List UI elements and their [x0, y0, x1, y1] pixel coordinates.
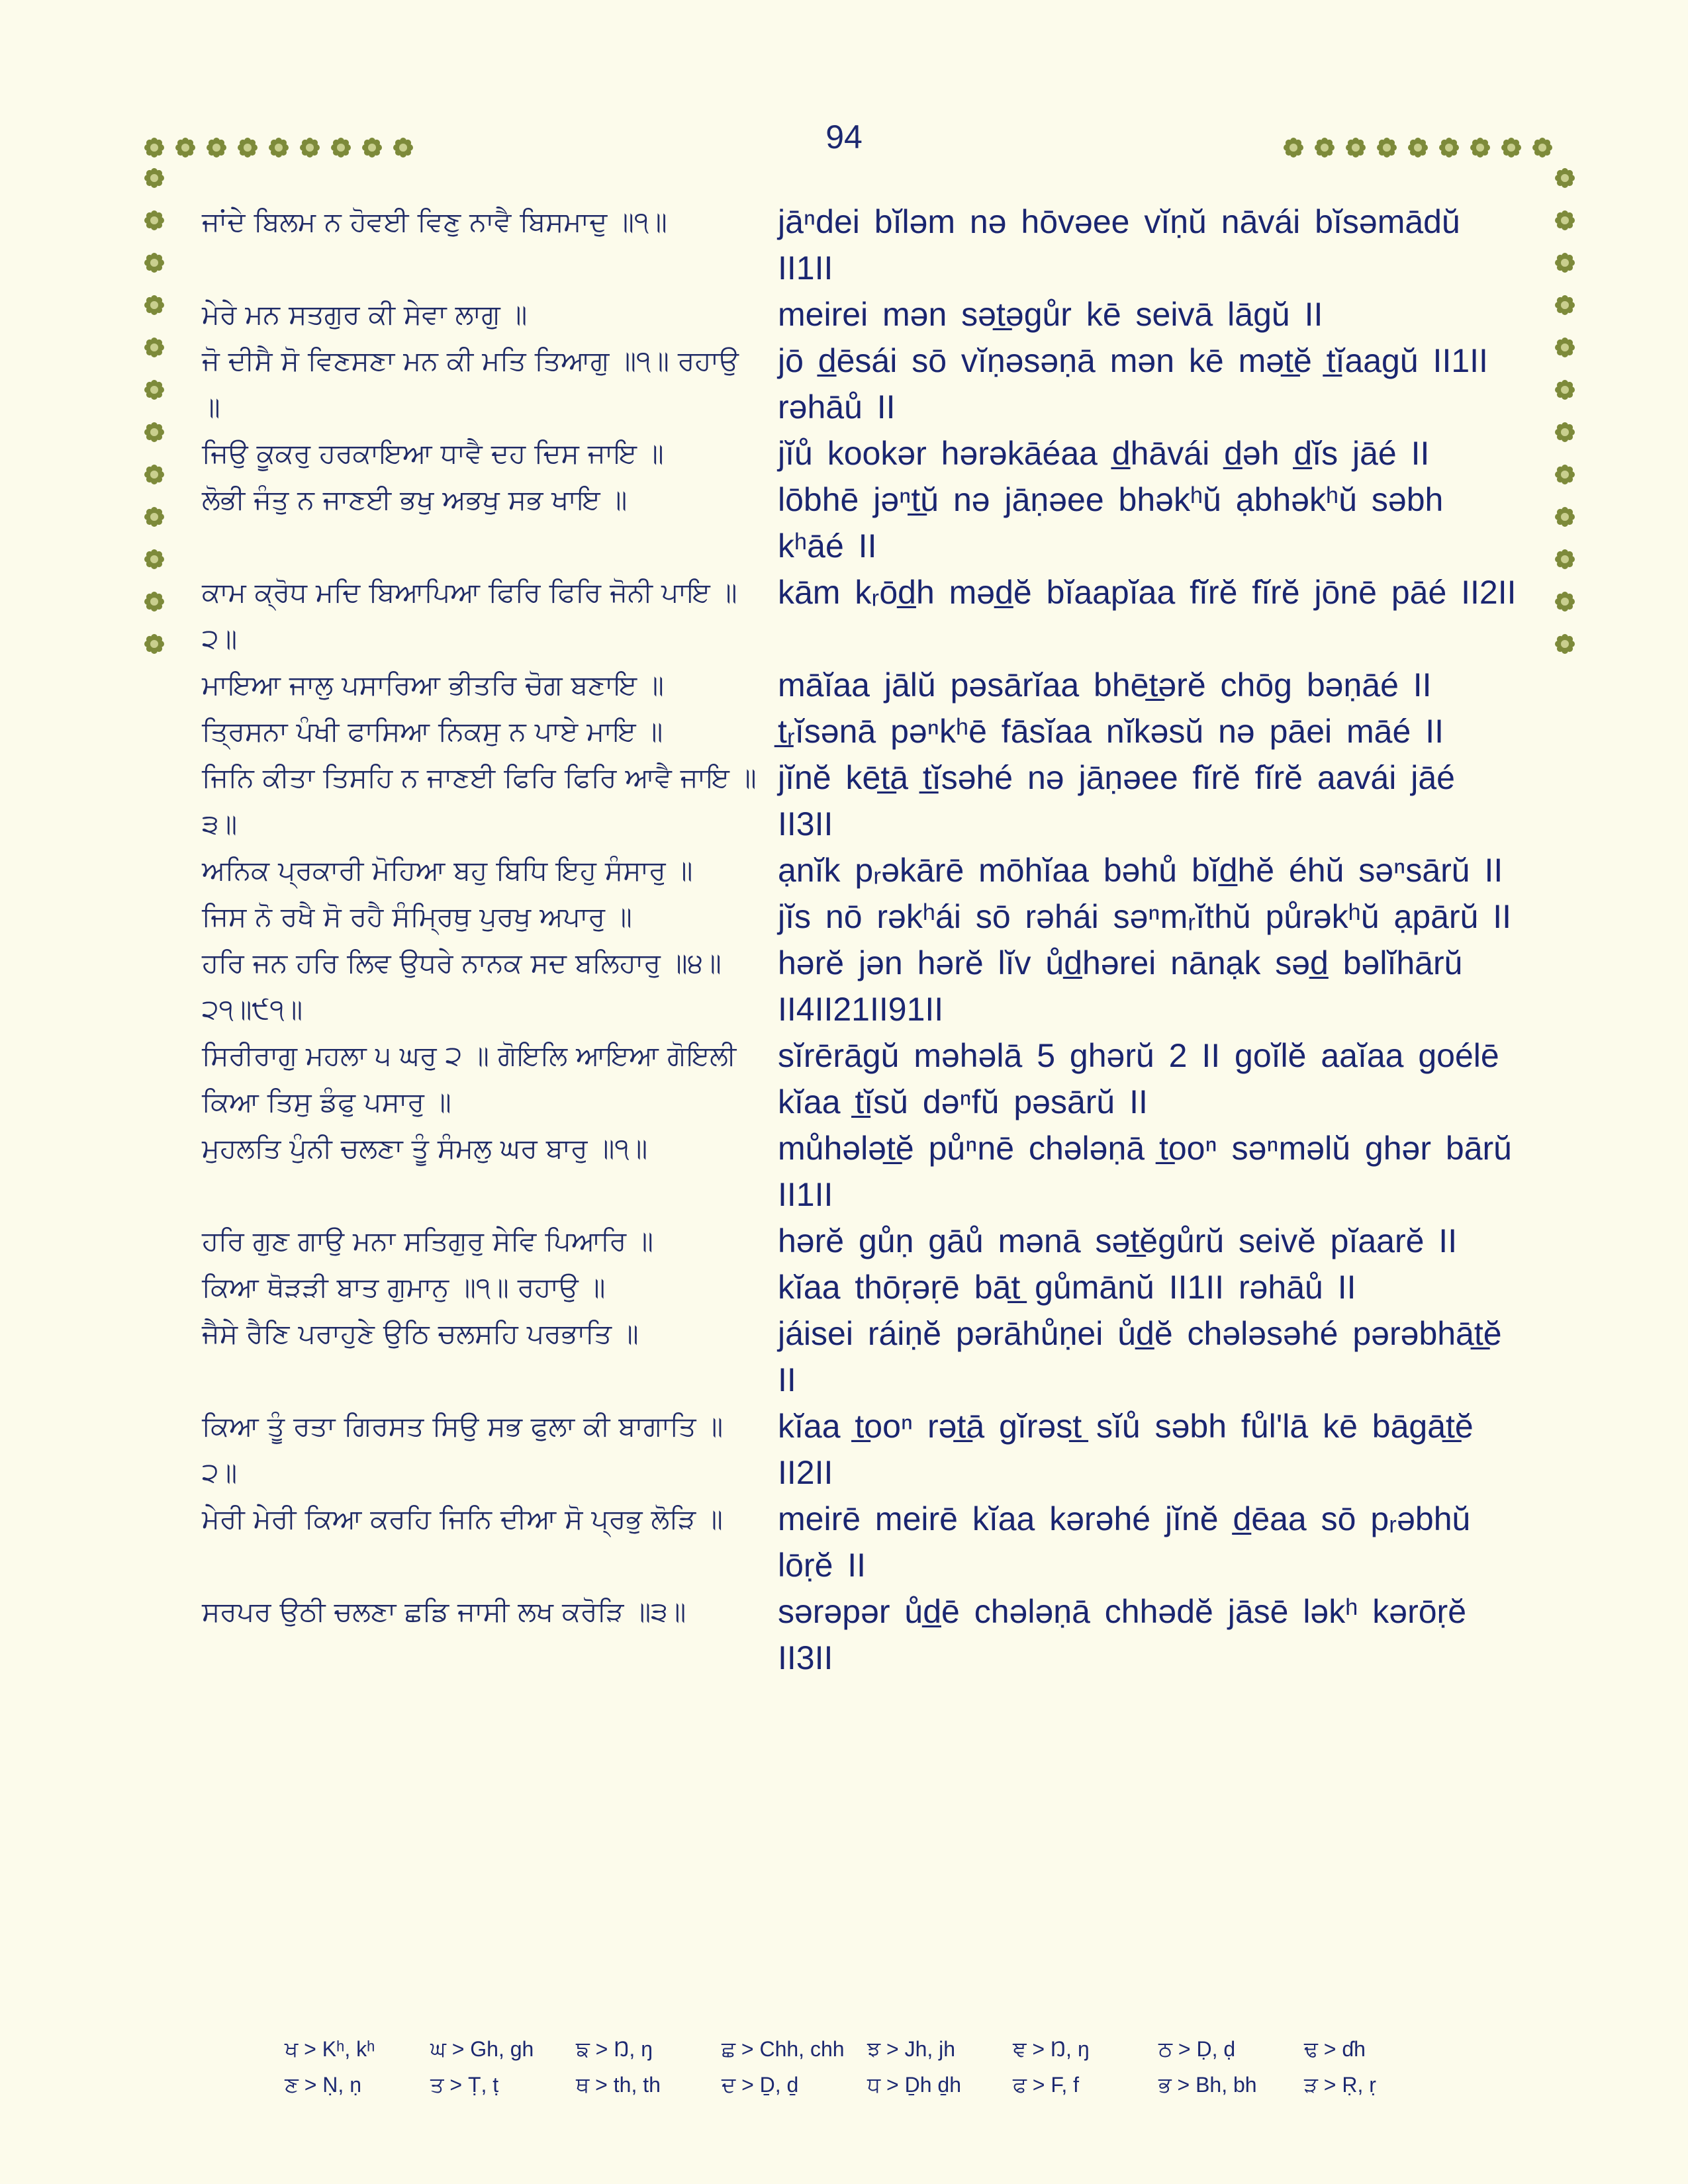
verse-row [202, 1496, 1519, 1588]
gurmukhi-text: ਅਨਿਕ ਪ੍ਰਕਾਰੀ ਮੋਹਿਆ ਬਹੁ ਬਿਧਿ ਇਹੁ ਸੰਸਾਰੁ ॥ [202, 854, 693, 886]
transliteration-text: meirei mən sət̲əgůr kē seivā lāgŭ II [778, 296, 1323, 333]
verse-row [202, 1310, 1519, 1403]
flower-border-segment [1554, 167, 1576, 655]
gurmukhi-text: ਜਿਨਿ ਕੀਤਾ ਤਿਸਹਿ ਨ ਜਾਣਈ ਫਿਰਿ ਫਿਰਿ ਆਵੈ ਜਾਇ ॥੩॥ [202, 762, 757, 840]
flower-ornament-icon [143, 136, 165, 159]
verse-row [202, 1588, 1519, 1681]
flower-ornament-icon [1554, 167, 1576, 189]
transliteration-text: sĭrērāgŭ məhəlā 5 ghərŭ 2 II goĭlĕ aaĭaa goélē kĭaa t̲ĭsŭ dəⁿfŭ pəsārŭ II [778, 1037, 1499, 1120]
transliteration-text: sərəpər ůd̲ē chələṇā chhədĕ jāsē ləkʰ kərōṛĕ II3II [778, 1593, 1467, 1676]
transliteration-text: jĭnĕ kēt̲ā t̲ĭsəhé nə jāṇəee fĭrĕ fĭrĕ aavái jāé II3II [778, 759, 1455, 842]
verse-row [202, 569, 1519, 662]
flower-ornament-icon [143, 421, 165, 443]
gurmukhi-text: ਮੁਹਲਤਿ ਪੁੰਨੀ ਚਲਣਾ ਤੂੰ ਸੰਮਲੁ ਘਰ ਬਾਰੁ ॥੧॥ [202, 1132, 648, 1164]
flower-ornament-icon [143, 294, 165, 316]
gurmukhi-text: ਕਾਮ ਕ੍ਰੋਧ ਮਦਿ ਬਿਆਪਿਆ ਫਿਰਿ ਫਿਰਿ ਜੋਨੀ ਪਾਇ ॥੨॥ [202, 576, 737, 655]
flower-border-segment [143, 167, 165, 655]
flower-ornament-icon [1438, 136, 1460, 159]
flower-ornament-icon [330, 136, 352, 159]
transliteration-text: jō d̲ēsái sō vĭṇəsəṇā mən kē mət̲ĕ t̲ĭaagŭ II1II rəhāů II [778, 342, 1488, 426]
gurmukhi-text: ਕਿਆ ਥੋੜੜੀ ਬਾਤ ਗੁਮਾਨੁ ॥੧॥ ਰਹਾਉ ॥ [202, 1271, 606, 1303]
gurmukhi-text: ਮਾਇਆ ਜਾਲੁ ਪਸਾਰਿਆ ਭੀਤਰਿ ਚੋਗ ਬਣਾਇ ॥ [202, 669, 664, 701]
verse-row [202, 847, 1519, 893]
legend-entry: ਧ > Ḏh ḏh [867, 2073, 962, 2097]
transliteration-text: kām kᵣōd̲h məd̲ĕ bĭaapĭaa fĭrĕ fĭrĕ jōnē pāé II2II [778, 574, 1517, 611]
verse-row [202, 1403, 1519, 1496]
flower-ornament-icon [1554, 590, 1576, 613]
flower-ornament-icon [174, 136, 197, 159]
legend-row [285, 2032, 1476, 2068]
flower-ornament-icon [1554, 336, 1576, 359]
legend-entry: ਖ > Kʰ, kʰ [285, 2037, 375, 2061]
gurmukhi-text: ਮੇਰੀ ਮੇਰੀ ਕਿਆ ਕਰਹਿ ਜਿਨਿ ਦੀਆ ਸੋ ਪ੍ਰਭੁ ਲੋੜਿ ॥ [202, 1503, 723, 1535]
verse-row [202, 754, 1519, 847]
flower-ornament-icon [143, 336, 165, 359]
flower-ornament-icon [236, 136, 259, 159]
legend-entry: ਤ > Ṭ, ṭ [430, 2073, 499, 2097]
transliteration-text: t̲ᵣĭsənā pəⁿkʰē fāsĭaa nĭkəsŭ nə pāei māé II [778, 713, 1444, 750]
flower-ornament-icon [1313, 136, 1336, 159]
verse-list [202, 199, 1519, 1681]
legend-entry: ਘ > Gh, gh [430, 2037, 534, 2061]
transliteration-text: jāⁿdei bĭləm nə hōvəee vĭṇŭ nāvái bĭsəmādŭ II1II [778, 203, 1460, 287]
verse-row [202, 291, 1519, 338]
flower-ornament-icon [1554, 294, 1576, 316]
flower-ornament-icon [1469, 136, 1491, 159]
flower-ornament-icon [1554, 506, 1576, 528]
flower-ornament-icon [143, 548, 165, 570]
verse-row [202, 662, 1519, 708]
legend-row [285, 2068, 1476, 2103]
transliteration-text: hərĕ jən hərĕ lĭv ůd̲hərei nānạk səd̲ bəlĭhārŭ II4II21II91II [778, 944, 1463, 1028]
gurmukhi-text: ਜੈਸੇ ਰੈਣਿ ਪਰਾਹੁਣੇ ਉਠਿ ਚਲਸਹਿ ਪਰਭਾਤਿ ॥ [202, 1318, 639, 1349]
verse-row [202, 199, 1519, 291]
verse-row [202, 708, 1519, 754]
transliteration-text: jĭů kookər hərəkāéaa d̲hāvái d̲əh d̲ĭs jāé II [778, 435, 1430, 472]
flower-ornament-icon [1376, 136, 1398, 159]
flower-ornament-icon [1554, 463, 1576, 486]
legend-entry: ੜ > Ṛ, ṛ [1304, 2073, 1376, 2097]
gurmukhi-text: ਸਰਪਰ ਉਠੀ ਚਲਣਾ ਛਡਿ ਜਾਸੀ ਲਖ ਕਰੋੜਿ ॥੩॥ [202, 1596, 686, 1627]
transliteration-text: māĭaa jālŭ pəsārĭaa bhēt̲ərĕ chōg bəṇāé II [778, 666, 1432, 704]
legend-entry: ਞ > Ŋ, ŋ [1013, 2037, 1090, 2061]
flower-ornament-icon [1500, 136, 1523, 159]
flower-ornament-icon [1554, 251, 1576, 274]
gurmukhi-text: ਜਿਉ ਕੂਕਰੁ ਹਰਕਾਇਆ ਧਾਵੈ ਦਹ ਦਿਸ ਜਾਇ ॥ [202, 437, 664, 469]
gurmukhi-text: ਕਿਆ ਤੂੰ ਰਤਾ ਗਿਰਸਤ ਸਿਉ ਸਭ ਫੁਲਾ ਕੀ ਬਾਗਾਤਿ ॥੨॥ [202, 1410, 724, 1488]
flower-ornament-icon [143, 379, 165, 401]
flower-border-segment [1282, 136, 1554, 159]
transliteration-text: kĭaa t̲ooⁿ rət̲ā gĭrəst̲ sĭů səbh fůl'lā kē bāgāt̲ĕ II2II [778, 1408, 1474, 1491]
legend-entry: ਠ > Ḍ, ḍ [1158, 2037, 1236, 2061]
flower-ornament-icon [1554, 209, 1576, 232]
flower-ornament-icon [1554, 379, 1576, 401]
flower-ornament-icon [1554, 421, 1576, 443]
flower-ornament-icon [143, 590, 165, 613]
legend-entry: ਥ > th, th [576, 2073, 661, 2097]
flower-ornament-icon [1407, 136, 1429, 159]
transliteration-text: kĭaa thōṛəṛē bāt̲ gůmānŭ II1II rəhāů II [778, 1269, 1356, 1306]
verse-row [202, 1032, 1519, 1125]
flower-border-segment [143, 136, 414, 159]
gurmukhi-text: ਜਾਂਦੇ ਬਿਲਮ ਨ ਹੋਵਈ ਵਿਣੁ ਨਾਵੈ ਬਿਸਮਾਦੁ ॥੧॥ [202, 206, 667, 238]
verse-row [202, 338, 1519, 430]
page-number: 94 [825, 118, 863, 156]
flower-ornament-icon [392, 136, 414, 159]
flower-ornament-icon [143, 506, 165, 528]
flower-ornament-icon [143, 167, 165, 189]
flower-ornament-icon [143, 463, 165, 486]
verse-row [202, 477, 1519, 569]
gurmukhi-text: ਮੇਰੇ ਮਨ ਸਤਗੁਰ ਕੀ ਸੇਵਾ ਲਾਗੁ ॥ [202, 298, 528, 330]
transliteration-text: můhələt̲ĕ půⁿnē chələṇā t̲ooⁿ səⁿməlŭ ghər bārŭ II1II [778, 1130, 1512, 1213]
flower-ornament-icon [1554, 548, 1576, 570]
verse-row [202, 940, 1519, 1032]
flower-ornament-icon [267, 136, 290, 159]
verse-row [202, 430, 1519, 477]
flower-ornament-icon [299, 136, 321, 159]
flower-ornament-icon [143, 251, 165, 274]
legend-entry: ਦ > Ḏ, ḏ [722, 2073, 799, 2097]
transliteration-text: meirē meirē kĭaa kərəhé jĭnĕ d̲ēaa sō pᵣəbhŭ lōṛĕ II [778, 1500, 1471, 1584]
legend-entry: ਝ > Jh, jh [867, 2037, 956, 2061]
transliteration-text: ạnĭk pᵣəkārē mōhĭaa bəhů bĭd̲hĕ éhŭ səⁿsārŭ II [778, 852, 1503, 889]
flower-ornament-icon [1554, 633, 1576, 655]
flower-ornament-icon [143, 633, 165, 655]
gurmukhi-text: ਹਰਿ ਜਨ ਹਰਿ ਲਿਵ ਉਧਰੇ ਨਾਨਕ ਸਦ ਬਲਿਹਾਰੁ ॥੪॥੨੧॥੯੧॥ [202, 947, 722, 1025]
flower-ornament-icon [361, 136, 383, 159]
verse-row [202, 1218, 1519, 1264]
transliteration-legend [285, 2032, 1476, 2103]
legend-entry: ਫ > F, f [1013, 2073, 1080, 2097]
gurmukhi-text: ਜੋ ਦੀਸੈ ਸੋ ਵਿਣਸਣਾ ਮਨ ਕੀ ਮਤਿ ਤਿਆਗੁ ॥੧॥ ਰਹਾਉ ॥ [202, 345, 739, 423]
legend-entry: ਙ > Ŋ, ŋ [576, 2037, 653, 2061]
transliteration-text: jáisei ráiṇĕ pərāhůṇei ůd̲ĕ chələsəhé pərəbhāt̲ĕ II [778, 1315, 1502, 1398]
flower-ornament-icon [1344, 136, 1367, 159]
legend-entry: ਣ > Ṇ, ṇ [285, 2073, 361, 2097]
transliteration-text: hərĕ gůṇ gāů mənā sət̲ĕgůrŭ seivĕ pĭaarĕ II [778, 1222, 1458, 1259]
verse-row [202, 1264, 1519, 1310]
gurmukhi-text: ਤ੍ਰਿਸਨਾ ਪੰਖੀ ਫਾਸਿਆ ਨਿਕਸੁ ਨ ਪਾਏ ਮਾਇ ॥ [202, 715, 663, 747]
verse-row [202, 1125, 1519, 1218]
flower-ornament-icon [205, 136, 228, 159]
gurmukhi-text: ਲੋਭੀ ਜੰਤੁ ਨ ਜਾਣਈ ਭਖੁ ਅਭਖੁ ਸਭ ਖਾਇ ॥ [202, 484, 628, 516]
gurmukhi-text: ਸਿਰੀਰਾਗੁ ਮਹਲਾ ੫ ਘਰੁ ੨ ॥ ਗੋਇਲਿ ਆਇਆ ਗੋਇਲੀ ਕਿਆ ਤਿਸੁ ਡੰਫੁ ਪਸਾਰੁ ॥ [202, 1040, 737, 1118]
gurmukhi-text: ਹਰਿ ਗੁਣ ਗਾਉ ਮਨਾ ਸਤਿਗੁਰੁ ਸੇਵਿ ਪਿਆਰਿ ॥ [202, 1225, 653, 1257]
transliteration-text: lōbhē jəⁿt̲ŭ nə jāṇəee bhəkʰŭ ạbhəkʰŭ səbh kʰāé II [778, 481, 1444, 565]
flower-ornament-icon [143, 209, 165, 232]
transliteration-text: jĭs nō rəkʰái sō rəhái səⁿmᵣĭthŭ půrəkʰŭ ạpārŭ II [778, 898, 1512, 935]
legend-entry: ਢ > ɗh [1304, 2037, 1366, 2061]
legend-entry: ਛ > Chh, chh [722, 2037, 845, 2061]
flower-ornament-icon [1282, 136, 1305, 159]
verse-row [202, 893, 1519, 940]
gurmukhi-text: ਜਿਸ ਨੋ ਰਖੈ ਸੋ ਰਹੈ ਸੰਮ੍ਰਿਥੁ ਪੁਰਖੁ ਅਪਾਰੁ ॥ [202, 901, 632, 933]
legend-entry: ਭ > Bh, bh [1158, 2073, 1257, 2097]
flower-ornament-icon [1531, 136, 1554, 159]
